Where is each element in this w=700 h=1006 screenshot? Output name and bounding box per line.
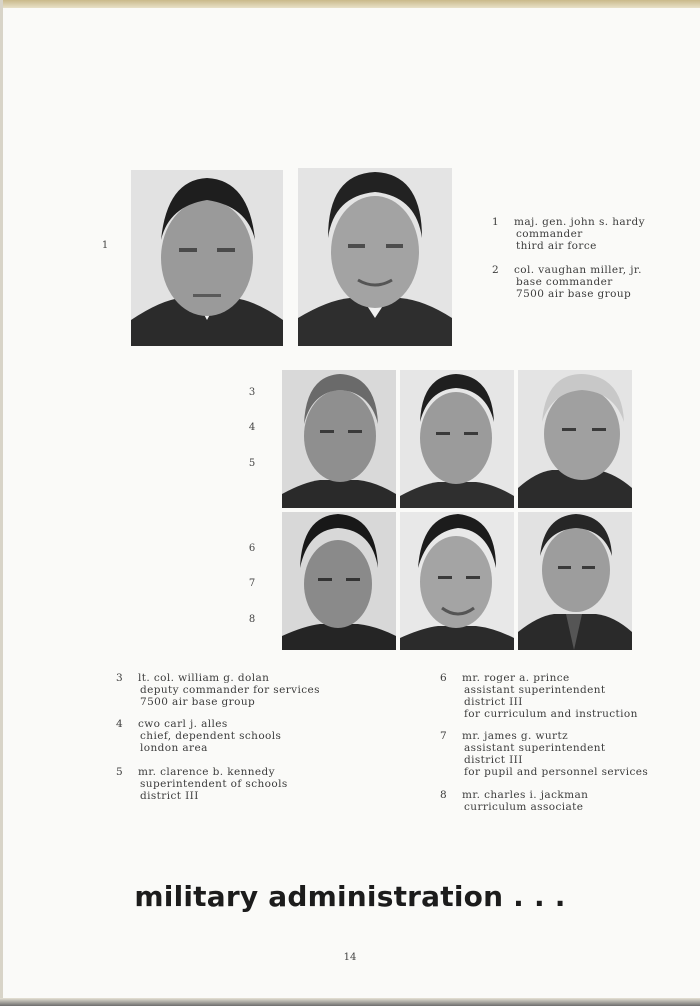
caption-5: 5 mr. clarence b. kennedy superintendent of schools district III xyxy=(116,766,288,802)
caption-6: 6 mr. roger a. prince assistant superintendent district III for curriculum and instruction xyxy=(440,672,638,720)
portrait-photo-2 xyxy=(298,168,452,346)
caption-8: 8 mr. charles i. jackman curriculum associate xyxy=(440,789,589,813)
page-edge-bottom xyxy=(0,998,700,1006)
portrait-photo-8 xyxy=(518,512,632,650)
photo-number-3: 3 xyxy=(248,387,256,398)
caption-1: 1 maj. gen. john s. hardy commander third air force xyxy=(492,216,645,252)
photo-number-1: 1 xyxy=(101,240,109,251)
caption-7: 7 mr. james g. wurtz assistant superintendent district III for pupil and personnel services xyxy=(440,730,649,778)
photo-number-5: 5 xyxy=(248,458,256,469)
portrait-photo-7 xyxy=(400,512,514,650)
page-edge-top xyxy=(0,0,700,8)
portrait-photo-1 xyxy=(131,170,283,346)
portrait-photo-3 xyxy=(282,370,396,508)
page-title: military administration . . . xyxy=(134,880,566,913)
portrait-photo-4 xyxy=(400,370,514,508)
photo-number-7: 7 xyxy=(248,578,256,589)
page-number: 14 xyxy=(343,952,357,963)
photo-number-6: 6 xyxy=(248,543,256,554)
photo-number-4: 4 xyxy=(248,422,256,433)
portrait-photo-5 xyxy=(518,370,632,508)
caption-2: 2 col. vaughan miller, jr. base commander 7500 air base group xyxy=(492,264,642,300)
portrait-photo-6 xyxy=(282,512,396,650)
photo-number-8: 8 xyxy=(248,614,256,625)
page-edge-left xyxy=(0,0,3,1006)
caption-4: 4 cwo carl j. alles chief, dependent schools london area xyxy=(116,718,282,754)
caption-3: 3 lt. col. william g. dolan deputy commander for services 7500 air base group xyxy=(116,672,320,708)
